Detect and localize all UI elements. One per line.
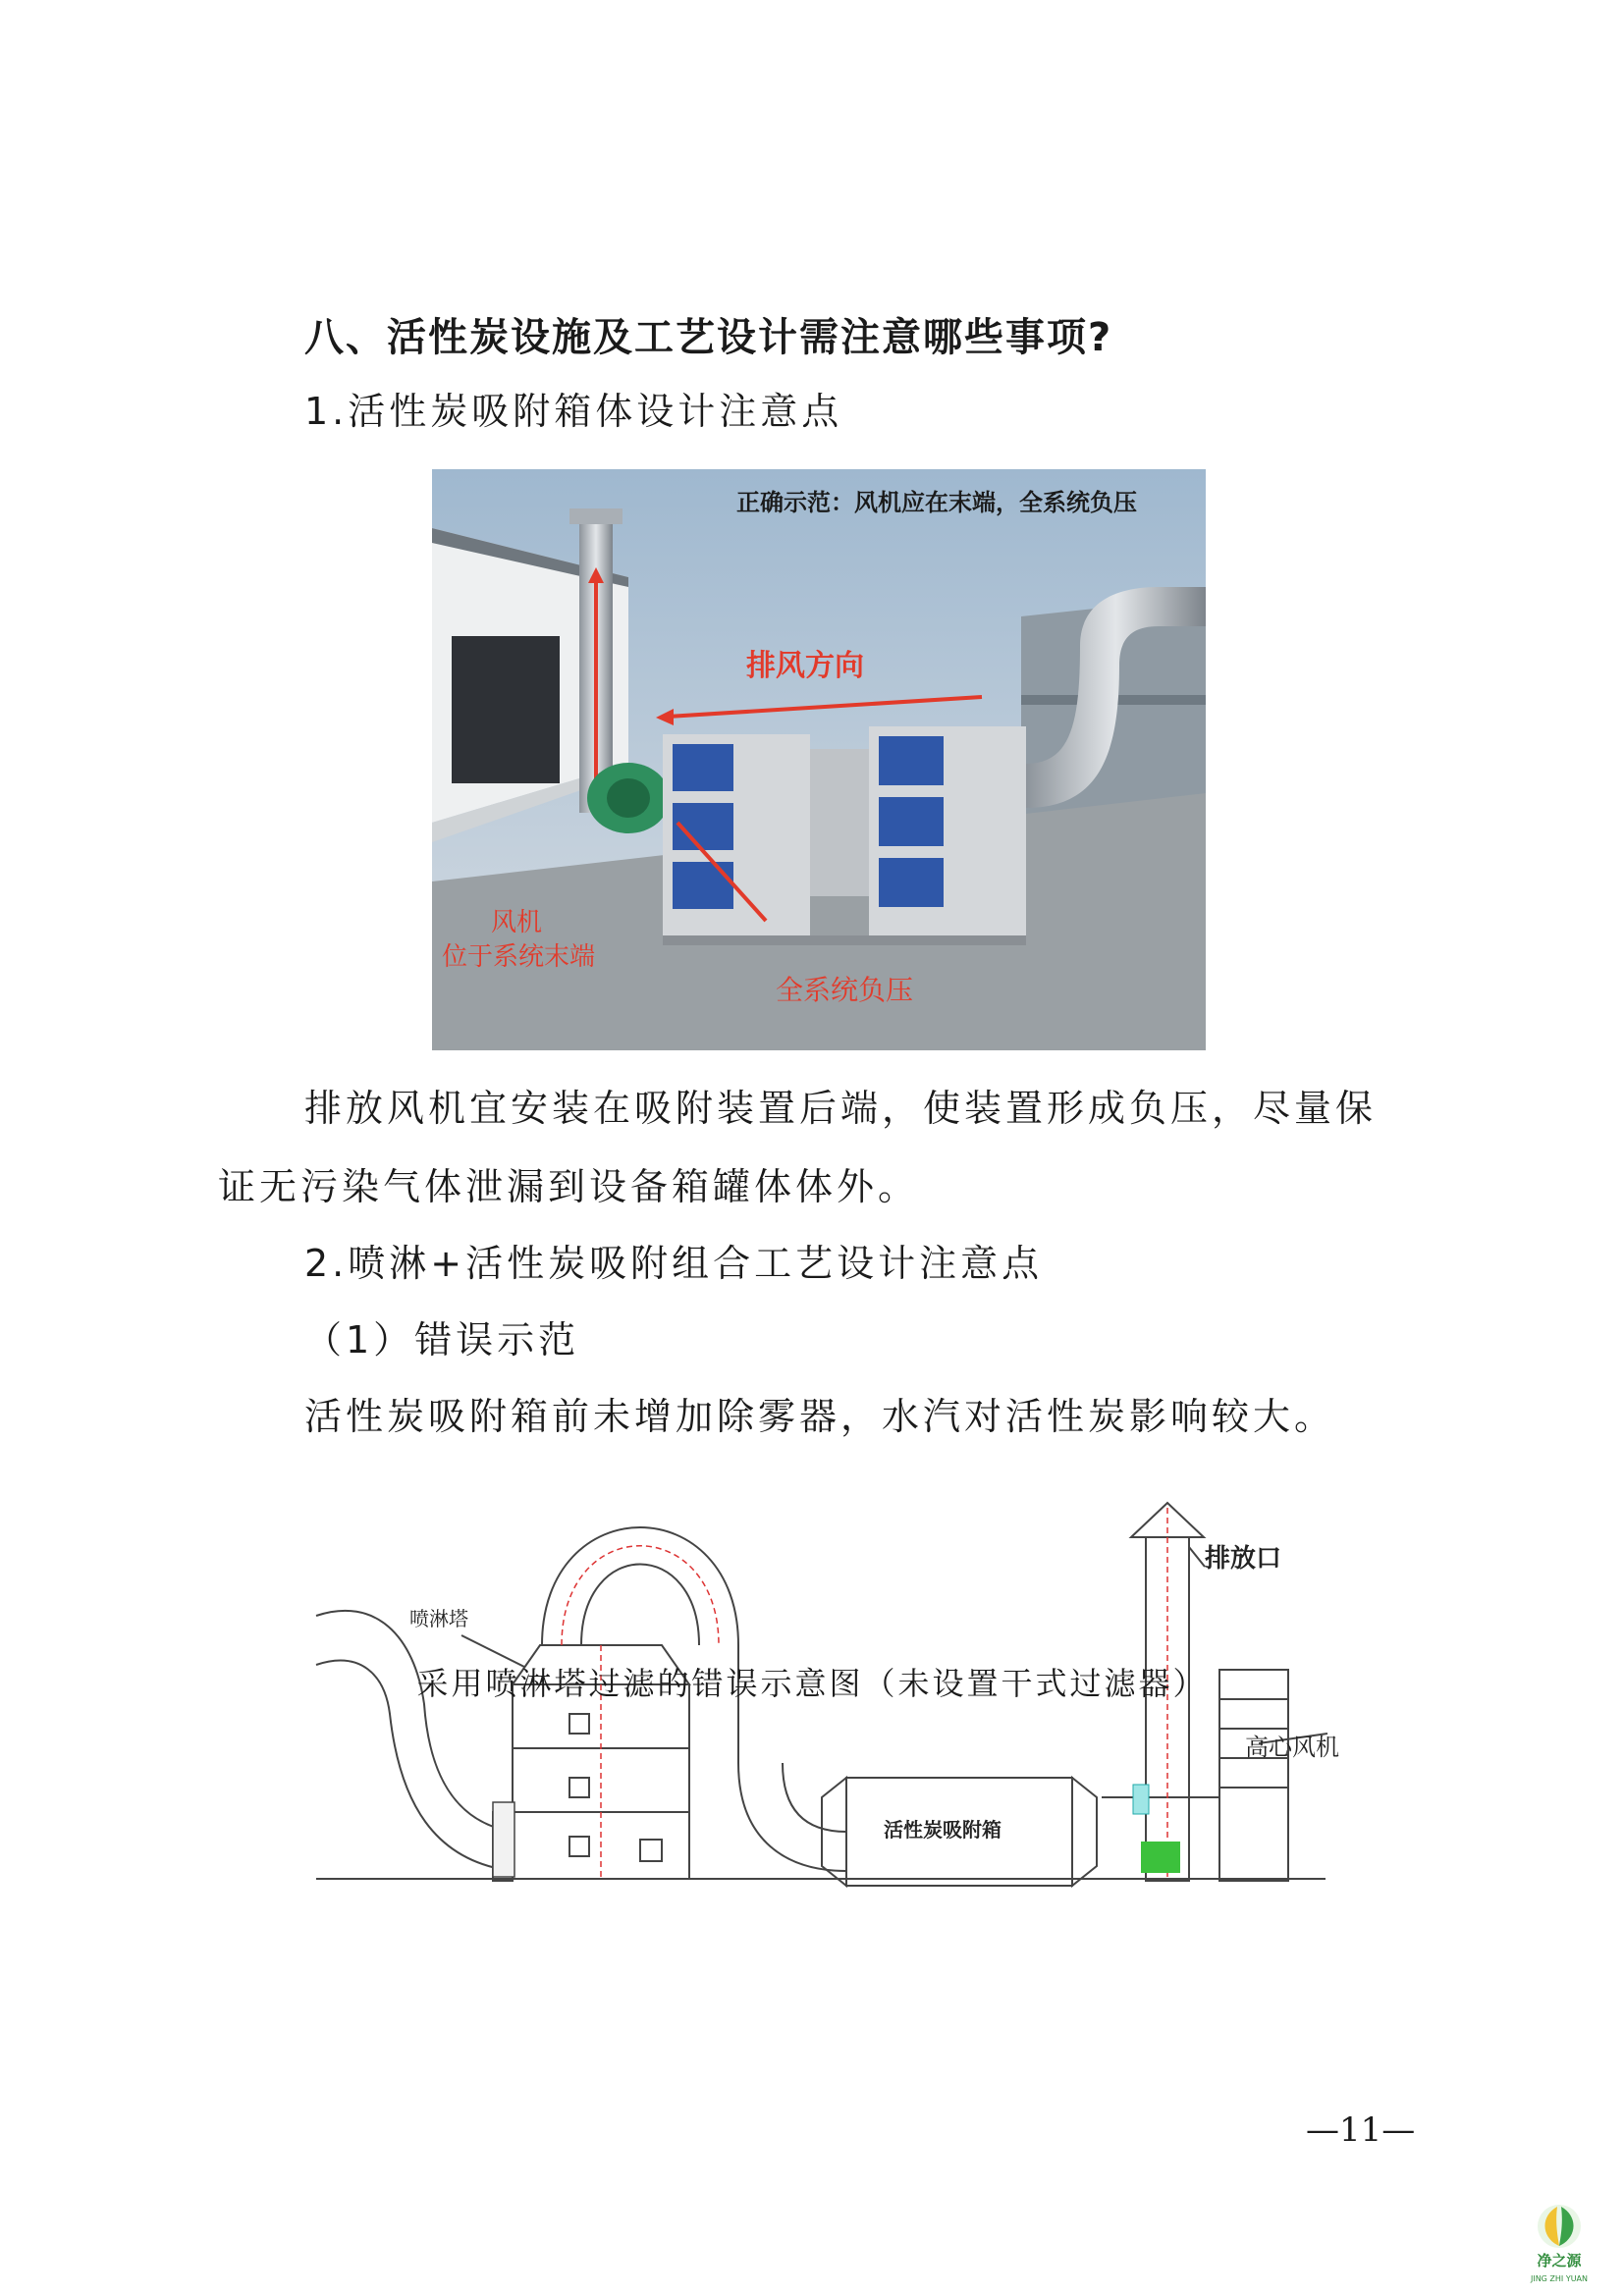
- photo-exhaust-direction: 排风方向: [746, 649, 864, 683]
- subheading-box-design: 1.活性炭吸附箱体设计注意点: [304, 390, 843, 433]
- figure-caption: 采用喷淋塔过滤的错误示意图（未设置干式过滤器）: [416, 1665, 1208, 1702]
- photo-fan-label-2: 位于系统末端: [442, 942, 596, 972]
- photo-illustration: [432, 469, 1206, 1050]
- label-carbon-box: 活性炭吸附箱: [884, 1818, 1001, 1842]
- brand-logo: [1520, 2199, 1598, 2287]
- paragraph-1-line-1: 排放风机宜安装在吸附装置后端，使装置形成负压，尽量保: [304, 1087, 1378, 1130]
- paragraph-2: 活性炭吸附箱前未增加除雾器，水汽对活性炭影响较大。: [304, 1395, 1336, 1438]
- photo-banner: 正确示范：风机应在末端，全系统负压: [736, 489, 1137, 516]
- logo-name: 净之源: [1537, 2252, 1582, 2269]
- section-heading: 八、活性炭设施及工艺设计需注意哪些事项?: [304, 315, 1113, 360]
- leaf-logo-icon: [1520, 2199, 1598, 2287]
- label-fan: 高心风机: [1245, 1734, 1339, 1761]
- label-spray-tower: 喷淋塔: [409, 1607, 468, 1630]
- logo-pinyin: JING ZHI YUAN: [1530, 2274, 1589, 2283]
- label-outlet: 排放口: [1205, 1544, 1282, 1574]
- photo-negative-pressure: 全系统负压: [776, 974, 914, 1006]
- paragraph-1-line-2: 证无污染气体泄漏到设备箱罐体体外。: [218, 1165, 920, 1208]
- photo-fan-label-1: 风机: [491, 908, 543, 937]
- subheading-wrong-example: （1）错误示范: [304, 1318, 580, 1362]
- page-number: —11—: [1306, 2110, 1416, 2150]
- photo-correct-example: [432, 469, 1206, 1050]
- subheading-spray-carbon: 2.喷淋+活性炭吸附组合工艺设计注意点: [304, 1242, 1044, 1285]
